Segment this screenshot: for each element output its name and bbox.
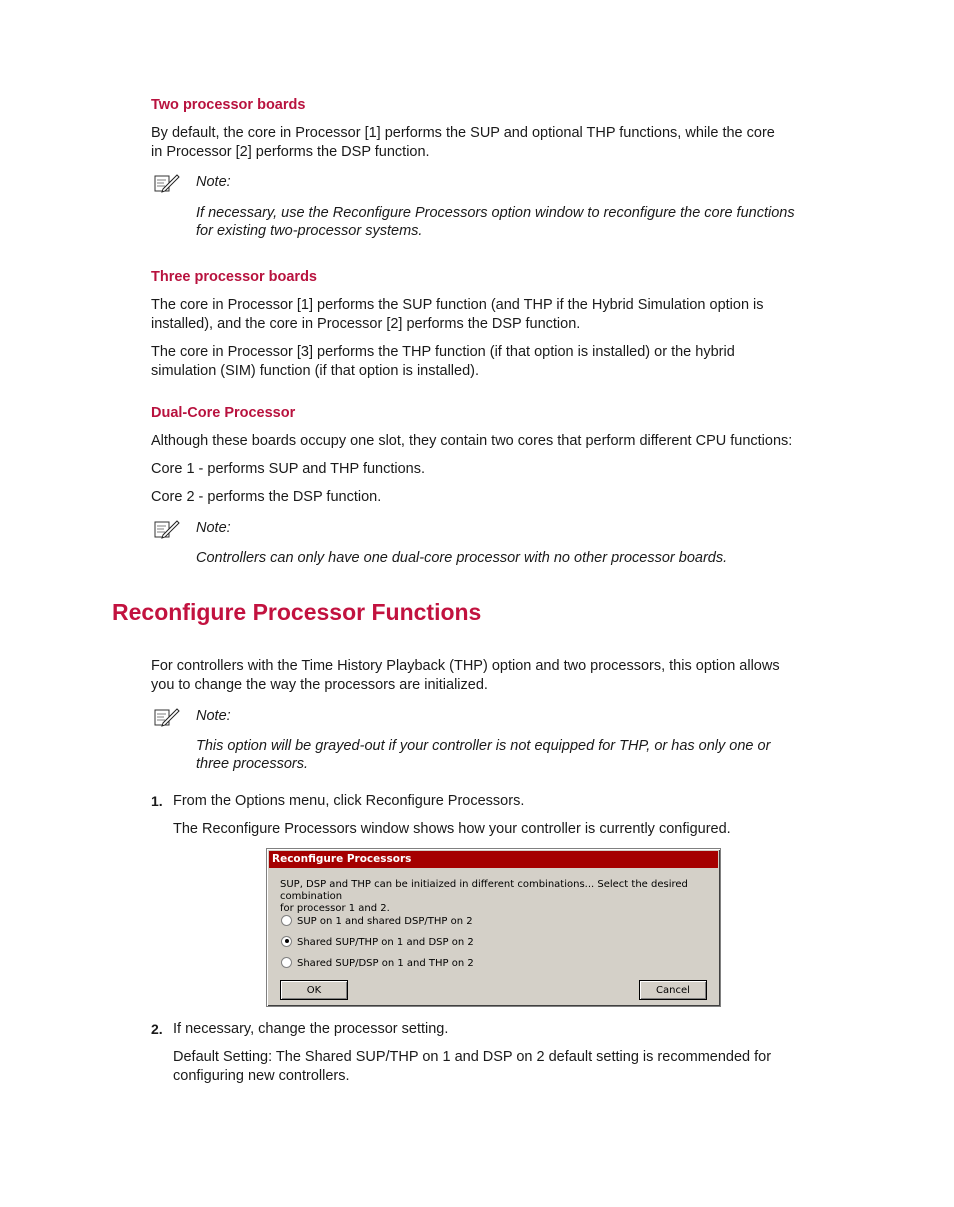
step-1-subtext: The Reconfigure Processors window shows how your controller is currently configured. xyxy=(173,821,731,837)
heading-two-processor-boards: Two processor boards xyxy=(151,97,306,113)
paragraph-line: you to change the way the processors are initialized. xyxy=(151,677,488,693)
note-line: three processors. xyxy=(196,756,309,772)
paragraph-two-boards xyxy=(151,124,821,162)
radio-option-label: Shared SUP/THP on 1 and DSP on 2 xyxy=(297,937,474,948)
step-2-text: If necessary, change the processor setting. xyxy=(173,1021,449,1037)
paragraph-three-boards-1 xyxy=(151,296,821,334)
paragraph-three-boards-2 xyxy=(151,343,821,381)
paragraph-line: The core in Processor [1] performs the SUP function (and THP if the Hybrid Simulation option is xyxy=(151,297,764,313)
dialog-title-bar: Reconfigure Processors xyxy=(269,851,718,868)
paragraph-core-1: Core 1 - performs SUP and THP functions. xyxy=(151,461,426,477)
note-text-reconfigure xyxy=(196,737,826,773)
radio-option-supdsp1-thp2[interactable] xyxy=(281,957,474,971)
note-label: Note: xyxy=(196,520,231,536)
note-pencil-icon xyxy=(152,706,182,730)
reconfigure-processors-dialog xyxy=(266,848,721,1007)
radio-button-icon[interactable] xyxy=(281,915,292,926)
paragraph-dual-core-1: Although these boards occupy one slot, they contain two cores that perform different CPU functions: xyxy=(151,433,793,449)
step-2-subtext xyxy=(173,1048,833,1086)
step-number-2: 2. xyxy=(151,1021,163,1037)
radio-button-selected-icon[interactable] xyxy=(281,936,292,947)
dialog-message-line: SUP, DSP and THP can be initiaized in different combinations... Select the desired combination xyxy=(280,879,688,902)
note-label: Note: xyxy=(196,708,231,724)
paragraph-line: simulation (SIM) function (if that option is installed). xyxy=(151,363,479,379)
paragraph-line: The core in Processor [3] performs the THP function (if that option is installed) or the hybrid xyxy=(151,344,735,360)
paragraph-reconfigure xyxy=(151,657,831,695)
note-text-dual-core: Controllers can only have one dual-core processor with no other processor boards. xyxy=(196,550,728,566)
step-1-text: From the Options menu, click Reconfigure Processors. xyxy=(173,793,525,809)
paragraph-line: By default, the core in Processor [1] performs the SUP and optional THP functions, while the core xyxy=(151,125,775,141)
paragraph-line: configuring new controllers. xyxy=(173,1068,350,1084)
ok-button[interactable]: OK xyxy=(280,980,348,1000)
paragraph-line: installed), and the core in Processor [2] performs the DSP function. xyxy=(151,316,581,332)
paragraph-line: in Processor [2] performs the DSP function. xyxy=(151,144,430,160)
paragraph-line: Default Setting: The Shared SUP/THP on 1 and DSP on 2 default setting is recommended for xyxy=(173,1049,772,1065)
note-pencil-icon xyxy=(152,172,182,196)
heading-three-processor-boards: Three processor boards xyxy=(151,269,317,285)
radio-button-icon[interactable] xyxy=(281,957,292,968)
note-pencil-icon xyxy=(152,518,182,542)
dialog-message-line: for processor 1 and 2. xyxy=(280,903,390,914)
dialog-message xyxy=(280,879,710,915)
cancel-button[interactable]: Cancel xyxy=(639,980,707,1000)
radio-option-sup1-dspthp2[interactable] xyxy=(281,915,473,929)
heading-reconfigure-processor-functions: Reconfigure Processor Functions xyxy=(112,599,482,625)
radio-option-label: Shared SUP/DSP on 1 and THP on 2 xyxy=(297,958,474,969)
note-text-two-boards xyxy=(196,204,826,240)
note-line: for existing two-processor systems. xyxy=(196,223,423,239)
paragraph-line: For controllers with the Time History Playback (THP) option and two processors, this option allows xyxy=(151,658,780,674)
heading-dual-core-processor: Dual-Core Processor xyxy=(151,405,296,421)
note-line: This option will be grayed-out if your controller is not equipped for THP, or has only one or xyxy=(196,738,771,754)
paragraph-core-2: Core 2 - performs the DSP function. xyxy=(151,489,382,505)
radio-option-label: SUP on 1 and shared DSP/THP on 2 xyxy=(297,916,473,927)
step-number-1: 1. xyxy=(151,793,163,809)
radio-option-supthp1-dsp2[interactable] xyxy=(281,936,474,950)
note-line: If necessary, use the Reconfigure Processors option window to reconfigure the core functions xyxy=(196,205,795,221)
note-label: Note: xyxy=(196,174,231,190)
